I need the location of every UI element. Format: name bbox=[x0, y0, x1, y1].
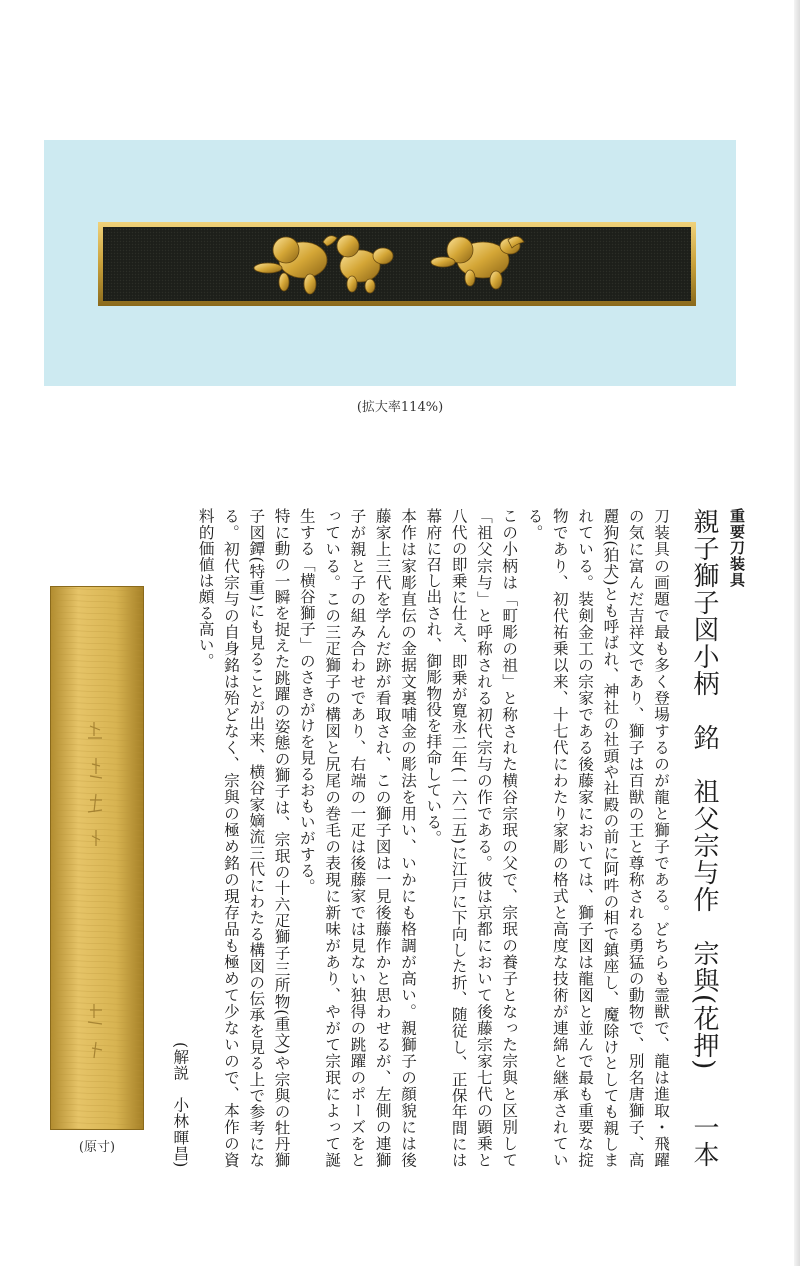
paragraph: 特に動の一瞬を捉えた跳躍の姿態の獅子は、宗珉の十六疋獅子三所物(重文)や宗與の牡丹獅子図鐔(特重)にも見ることが出来、横谷家嫡流三代にわたる構図の伝承を見る上で参考になる。初代宗与の自身銘は殆どなく、宗與の極め銘の現存品も極めて少ないので、本作の資料的価値は頗る高い。 bbox=[196, 508, 291, 1168]
caption-enlarged: (拡大率114%) bbox=[356, 400, 444, 415]
designation-label: 重要刀装具 bbox=[728, 508, 746, 588]
article-title bbox=[689, 508, 719, 1168]
title-text: 親子獅子図小柄 銘 祖父宗与作 宗與(花押) bbox=[689, 508, 719, 1071]
page-edge bbox=[794, 0, 800, 1266]
kozuka-front-image bbox=[98, 222, 696, 306]
kozuka-back-image bbox=[50, 586, 144, 1130]
paragraph: 刀装具の画題で最も多く登場するのが龍と獅子である。どちらも霊獣で、龍は進取・飛躍の気に富んだ吉祥文であり、獅子は百獣の王と尊称される勇猛の動物で、別名唐獅子、高麗狗(狛犬)とも呼ばれ、神社の社頭や社殿の前に阿吽の相で鎮座し、魔除けとしても親しまれている。装剣金工の宗家である後藤家においては、獅子図は龍図と並んで最も重要な掟物であり、初代祐乗以来、十七代にわたり家彫の格式と高度な技術が連綿と継承されている。 bbox=[525, 508, 670, 1168]
author-line-wrap bbox=[167, 508, 192, 1168]
author-credit: (解説 小林暉昌) bbox=[171, 1042, 190, 1168]
item-count: 一本 bbox=[689, 1114, 719, 1168]
paragraph: 本作は家彫直伝の金据文裏哺金の彫法を用い、いかにも格調が高い。親獅子の顔貌には後藤家上三代を学んだ跡が看取され、この獅子図は一見後藤作かと思わせるが、左側の連獅子が親と子の組み合わせであり、右端の一疋は後藤家では見ない独得の跳躍のポーズをとっている。この三疋獅子の構図と尻尾の巻毛の表現に新味があり、やがて宗珉によって誕生する「横谷獅子」のさきがけを見るおもいがする。 bbox=[297, 508, 418, 1168]
paragraph: この小柄は「町彫の祖」と称された横谷宗珉の父で、宗珉の養子となった宗與と区別して「祖父宗与」と呼称される初代宗与の作である。彼は京都において後藤宗家七代の顕乗と八代の即乗に仕え、即乗が寛永二年(一六二五)に江戸に下向した折、随従し、正保年間には幕府に召し出され、御彫物役を拝命している。 bbox=[424, 508, 519, 1168]
article-text bbox=[148, 508, 748, 1168]
caption-original-size: (原寸) bbox=[78, 1140, 116, 1155]
